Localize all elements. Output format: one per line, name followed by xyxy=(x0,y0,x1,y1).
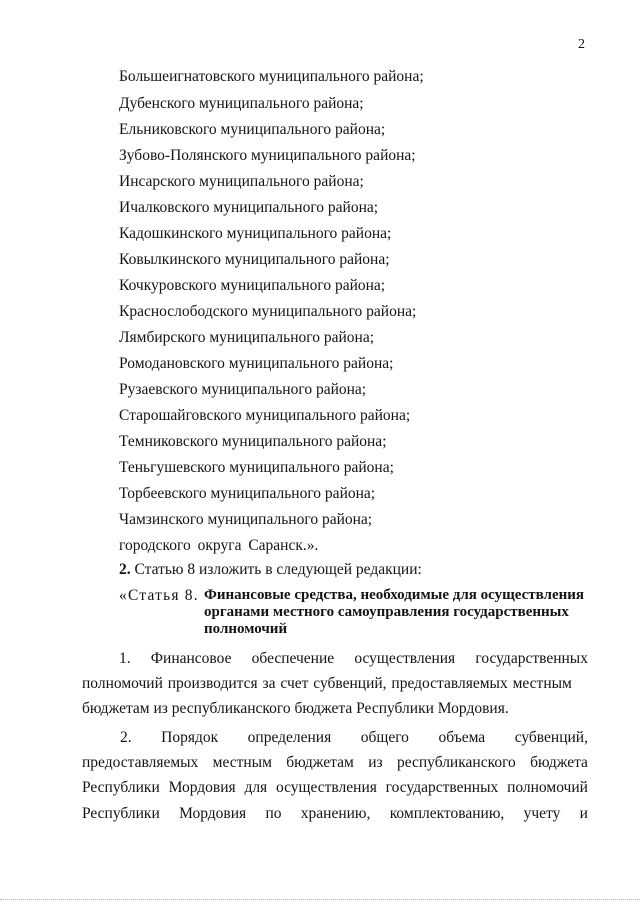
district-line: Ковылкинского муниципального района; xyxy=(119,251,390,268)
district-line: Темниковского муниципального района; xyxy=(119,433,387,450)
word: бюджетам xyxy=(286,754,354,771)
word: учету xyxy=(523,805,561,822)
word: Республики xyxy=(82,779,160,796)
district-line: Старошайговского муниципального района; xyxy=(119,407,411,424)
paragraph-1-line-1 xyxy=(119,651,588,667)
word: государственных xyxy=(385,779,499,796)
amendment-item xyxy=(119,562,422,578)
article-title: Финансовые средства, необходимые для осуществления органами местного самоуправления государственных полномочий xyxy=(204,587,585,637)
word: общего xyxy=(360,729,409,746)
word: республиканского xyxy=(396,754,516,771)
word: объема xyxy=(438,729,486,746)
paragraph-number: 2. xyxy=(120,729,132,746)
paragraph-1-line-3: бюджетам из республиканского бюджета Республики Мордовия. xyxy=(82,700,509,717)
district-line: Торбеевского муниципального района; xyxy=(119,485,376,502)
word: полномочий xyxy=(507,779,588,796)
page-number: 2 xyxy=(578,37,585,52)
district-line: Чамзинского муниципального района; xyxy=(119,511,373,528)
word: хранению, xyxy=(300,805,371,822)
paragraph-2-line-4 xyxy=(82,806,588,822)
district-line: городского округа Саранск.». xyxy=(119,537,319,554)
word: обеспечение xyxy=(251,650,335,667)
district-line: Лямбирского муниципального района; xyxy=(119,329,375,346)
district-line: Большеигнатовского муниципального района; xyxy=(119,68,424,85)
paragraph-2-line-3 xyxy=(82,780,588,796)
paragraph-1-line-2: полномочий производится за счет субвенций, предоставляемых местным xyxy=(82,675,572,692)
district-line: Инсарского муниципального района; xyxy=(119,173,364,190)
word: Мордовия xyxy=(168,779,236,796)
district-line: Краснослободского муниципального района; xyxy=(119,303,417,320)
word: местным xyxy=(212,754,272,771)
district-line: Дубенского муниципального района; xyxy=(119,95,364,112)
word: Порядок xyxy=(161,729,219,746)
word: государственных xyxy=(475,650,588,667)
district-line: Ельниковского муниципального района; xyxy=(119,121,386,138)
word: Республики xyxy=(82,805,160,822)
district-line: Зубово-Полянского муниципального района; xyxy=(119,147,416,164)
scan-edge-divider xyxy=(0,899,640,901)
word: комплектованию, xyxy=(389,805,505,822)
word: субвенций, xyxy=(514,729,588,746)
amendment-number: 2. xyxy=(119,561,131,578)
word: определения xyxy=(247,729,332,746)
word: и xyxy=(579,805,588,822)
word: по xyxy=(265,805,282,822)
paragraph-number: 1. xyxy=(119,650,131,667)
word: Финансовое xyxy=(150,650,232,667)
word: осуществления xyxy=(354,650,456,667)
word: для xyxy=(244,779,268,796)
district-line: Кадошкинского муниципального района; xyxy=(119,225,392,242)
word: предоставляемых xyxy=(82,754,199,771)
word: Мордовия xyxy=(179,805,247,822)
district-line: Кочкуровского муниципального района; xyxy=(119,277,386,294)
district-line: Ромодановского муниципального района; xyxy=(119,355,394,372)
paragraph-2-line-1 xyxy=(120,730,588,746)
word: из xyxy=(368,754,383,771)
amendment-text: Статью 8 изложить в следующей редакции: xyxy=(134,561,422,578)
word: бюджета xyxy=(530,754,588,771)
district-line: Рузаевского муниципального района; xyxy=(119,381,367,398)
word: осуществления xyxy=(276,779,377,796)
paragraph-2-line-2 xyxy=(82,755,588,771)
article-prefix: «Статья 8. xyxy=(119,587,199,604)
district-line: Теньгушевского муниципального района; xyxy=(119,459,394,476)
district-line: Ичалковского муниципального района; xyxy=(119,199,379,216)
